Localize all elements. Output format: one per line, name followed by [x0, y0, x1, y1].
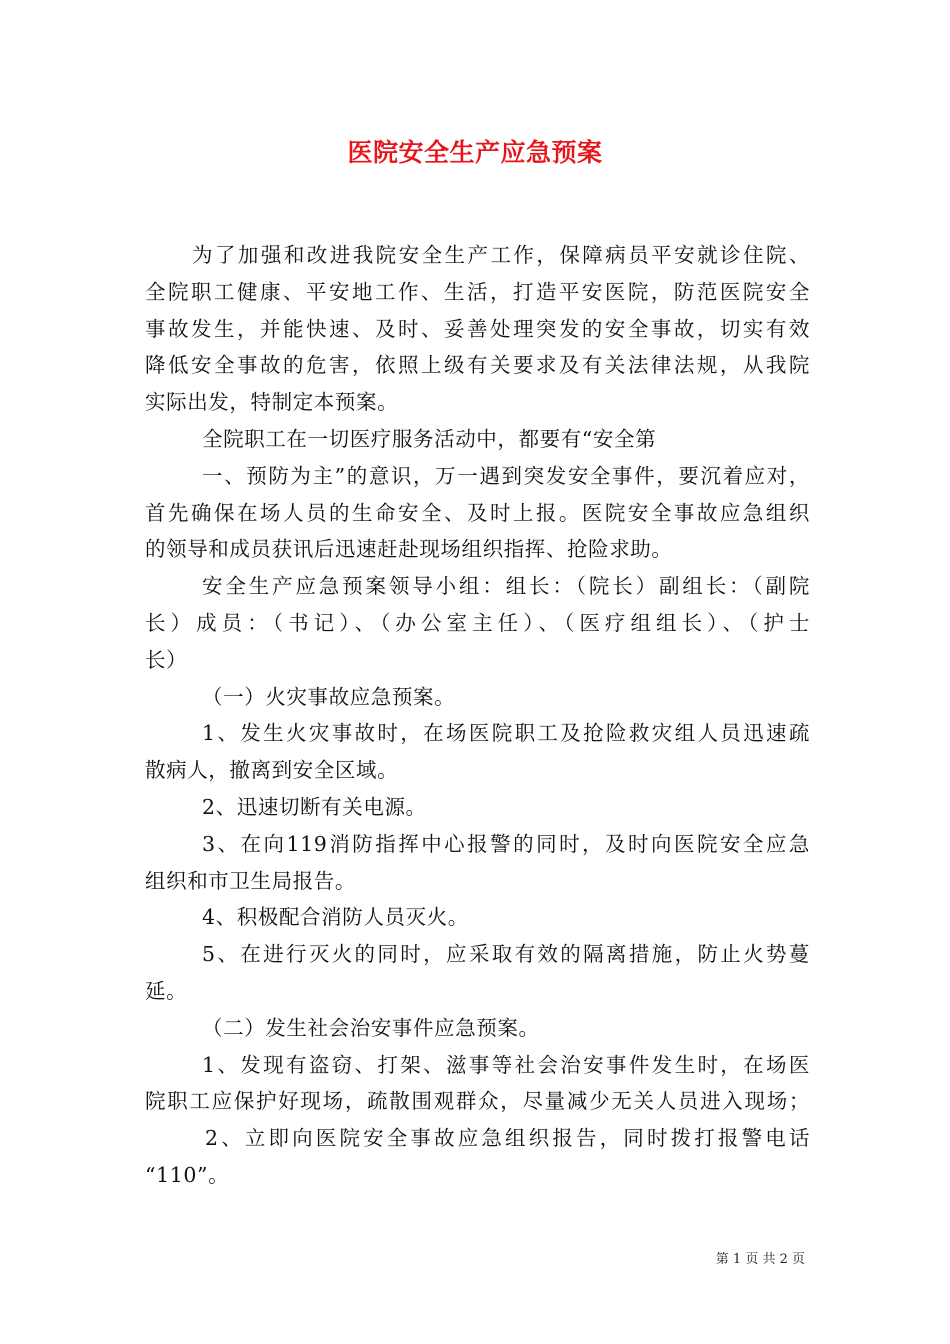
paragraph-line: 散病人，撤离到安全区域。 [145, 758, 399, 783]
paragraph-line: 2、立即向医院安全事故应急组织报告，同时拨打报警电话 [205, 1126, 810, 1151]
paragraph-line: 实际出发，特制定本预案。 [145, 390, 399, 415]
paragraph-line: 3、在向119消防指挥中心报警的同时，及时向医院安全应急 [202, 831, 810, 856]
document-title: 医院安全生产应急预案 [347, 138, 603, 167]
paragraph-line: 院职工应保护好现场，疏散围观群众，尽量减少无关人员进入现场； [145, 1089, 810, 1114]
paragraph-line: 4、积极配合消防人员灭火。 [202, 905, 469, 930]
paragraph-line: 安全生产应急预案领导小组：组长：（院长）副组长：（副院 [202, 574, 810, 599]
paragraph-line: 为了加强和改进我院安全生产工作，保障病员平安就诊住院、 [192, 243, 810, 267]
paragraph-line: 事故发生，并能快速、及时、妥善处理突发的安全事故，切实有效 [145, 316, 810, 341]
paragraph-line: 首先确保在场人员的生命安全、及时上报。医院安全事故应急组织 [145, 500, 810, 525]
paragraph-line: 5、在进行灭火的同时，应采取有效的隔离措施，防止火势蔓 [202, 942, 810, 967]
document-body [145, 237, 810, 1194]
section-heading: （二）发生社会治安事件应急预案。 [202, 1015, 540, 1040]
paragraph-line: 全院职工健康、平安地工作、生活，打造平安医院，防范医院安全 [145, 279, 810, 304]
paragraph-line: 的领导和成员获讯后迅速赶赴现场组织指挥、抢险求助。 [145, 537, 673, 562]
paragraph-line: 长）成员：（书记）、（办公室主任）、（医疗组组长）、（护士 [145, 610, 810, 635]
paragraph-line: 一、预防为主”的意识，万一遇到突发安全事件，要沉着应对， [202, 463, 810, 488]
paragraph-line: 全院职工在一切医疗服务活动中，都要有“安全第 [202, 426, 657, 451]
section-heading: （一）火灾事故应急预案。 [202, 684, 456, 709]
paragraph-line: 1、发生火灾事故时，在场医院职工及抢险救灾组人员迅速疏 [202, 721, 810, 746]
page-number: 第 1 页 共 2 页 [715, 1252, 805, 1267]
paragraph-line: 长） [145, 647, 188, 672]
paragraph-line: 延。 [145, 978, 188, 1003]
paragraph-line: 降低安全事故的危害，依照上级有关要求及有关法律法规，从我院 [145, 353, 810, 378]
paragraph-line: 组织和市卫生局报告。 [145, 868, 356, 893]
paragraph-line: 1、发现有盗窃、打架、滋事等社会治安事件发生时，在场医 [202, 1052, 810, 1077]
paragraph-line: 2、迅速切断有关电源。 [202, 794, 427, 819]
paragraph-line: “110”。 [145, 1162, 230, 1187]
